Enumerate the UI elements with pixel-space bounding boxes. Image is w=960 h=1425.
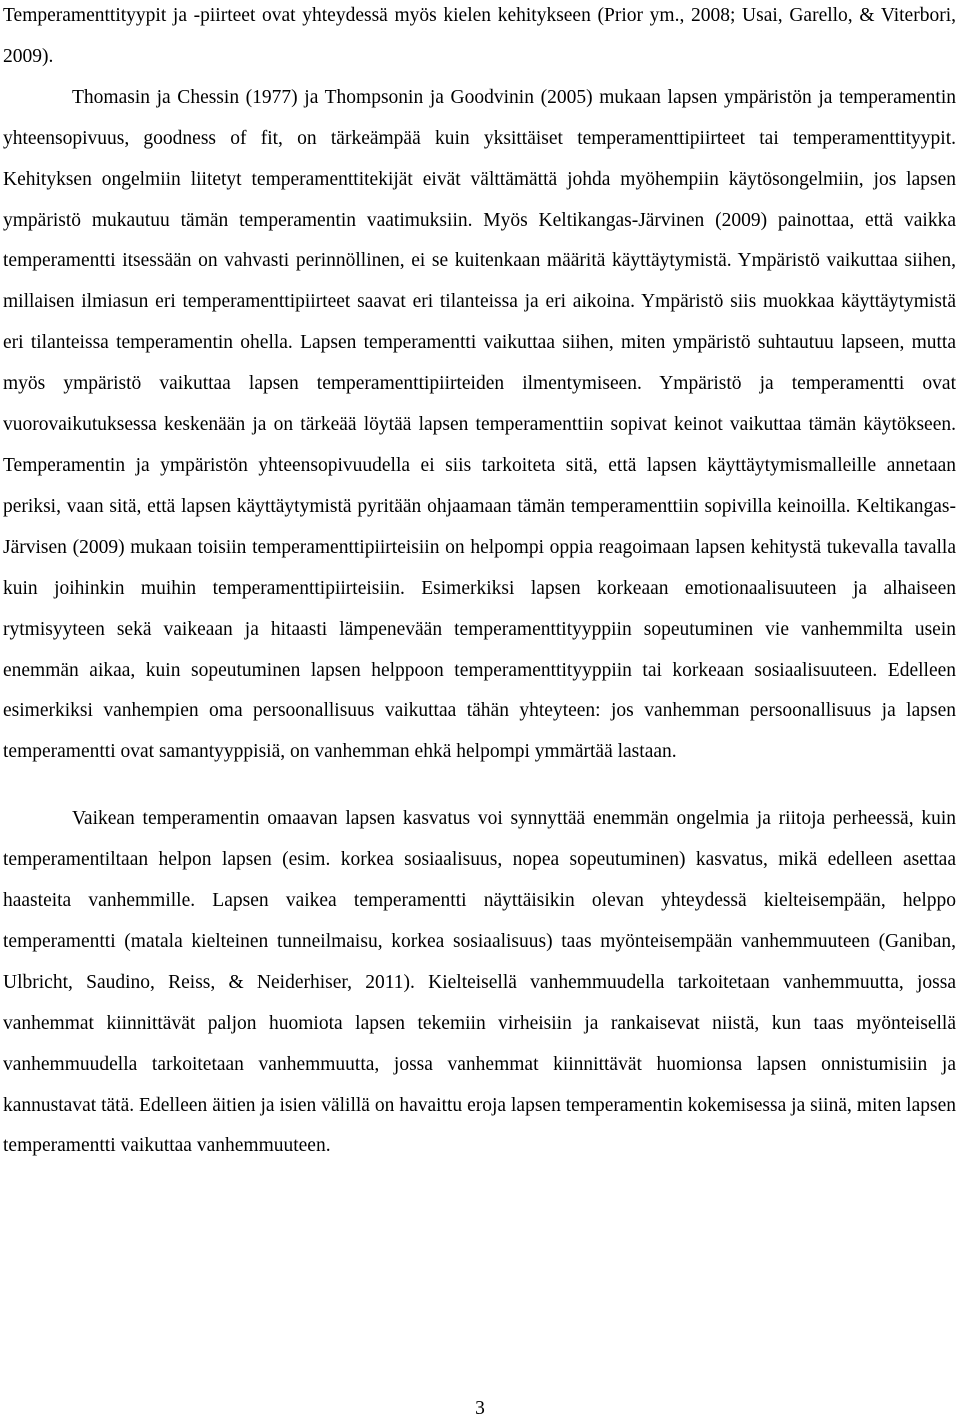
document-page <box>3 0 956 1167</box>
page-number: 3 <box>475 1398 485 1419</box>
paragraph-continued: Temperamenttityypit ja -piirteet ovat yhteydessä myös kielen kehitykseen (Prior ym., 2008; Usai, Garello, & Viterbori, 2009). <box>3 5 956 67</box>
paragraph-fit: Thomasin ja Chessin (1977) ja Thompsonin ja Goodvinin (2005) mukaan lapsen ympäristön ja temperamentin yhteensopivuus, goodness of fit, on tärkeämpää kuin yksittäiset temperamenttipiirteet tai temperamenttityypit. Kehityksen ongelmiin liitetyt temperamenttitekijät eivät välttämättä johda myöhempiin käytösongelmiin, jos lapsen ympäristö mukautuu tämän temperamentin vaatimuksiin. Myös Keltikangas-Järvinen (2009) painottaa, että vaikka temperamentti itsessään on vahvasti perinnöllinen, ei se kuitenkaan määritä käyttäytymistä. Ympäristö vaikuttaa siihen, millaisen ilmiasun eri temperamenttipiirteet saavat eri tilanteissa ja eri aikoina. Ympäristö siis muokkaa käyttäytymistä eri tilanteissa temperamentin ohella. Lapsen temperamentti vaikuttaa siihen, miten ympäristö suhtautuu lapseen, mutta myös ympäristö vaikuttaa lapsen temperamenttipiirteiden ilmentymiseen. Ympäristö ja temperamentti ovat vuorovaikutuksessa keskenään ja on tärkeää löytää lapsen temperamenttiin sopivat keinot vaikuttaa tämän käytökseen. Temperamentin ja ympäristön yhteensopivuudella ei siis tarkoiteta sitä, että lapsen käyttäytymismalleille annetaan periksi, vaan sitä, että lapsen käyttäytymistä pyritään ohjaamaan tämän temperamenttiin sopivilla keinoilla. Keltikangas-Järvisen (2009) mukaan toisiin temperamenttipiirteisiin on helpompi oppia reagoimaan lapsen kehitystä tukevalla tavalla kuin joihinkin muihin temperamenttipiirteisiin. Esimerkiksi lapsen korkeaan emotionaalisuuteen ja alhaiseen rytmisyyteen sekä vaikeaan ja hitaasti lämpenevään temperamenttityyppiin sopeutuminen vie vanhemmilta usein enemmän aikaa, kuin sopeutuminen lapsen helppoon temperamenttityyppiin tai korkeaan sosiaalisuuteen. Edelleen esimerkiksi vanhempien oma persoonallisuus vaikuttaa tähän yhteyteen: jos vanhemman persoonallisuus ja lapsen temperamentti ovat samantyyppisiä, on vanhemman ehkä helpompi ymmärtää lastaan. <box>3 86 956 763</box>
paragraph-gap <box>3 773 956 799</box>
paragraph-parenting: Vaikean temperamentin omaavan lapsen kasvatus voi synnyttää enemmän ongelmia ja riitoja perheessä, kuin temperamentiltaan helpon lapsen (esim. korkea sosiaalisuus, nopea sopeutuminen) kasvatus, mikä edelleen asettaa haasteita vanhemmille. Lapsen vaikea temperamentti näyttäisikin olevan yhteydessä kielteisempään, helppo temperamentti (matala kielteinen tunneilmaisu, korkea sosiaalisuus) taas myönteisempään vanhemmuuteen (Ganiban, Ulbricht, Saudino, Reiss, & Neiderhiser, 2011). Kielteisellä vanhemmuudella tarkoitetaan vanhemmuutta, jossa vanhemmat kiinnittävät paljon huomiota lapsen tekemiin virheisiin ja rankaisevat niistä, kun taas myönteisellä vanhemmuudella tarkoitetaan vanhemmuutta, jossa vanhemmat kiinnittävät huomionsa lapsen onnistumisiin ja kannustavat tätä. Edelleen äitien ja isien välillä on havaittu eroja lapsen temperamentin kokemisessa ja siinä, miten lapsen temperamentti vaikuttaa vanhemmuuteen. <box>3 808 956 1157</box>
